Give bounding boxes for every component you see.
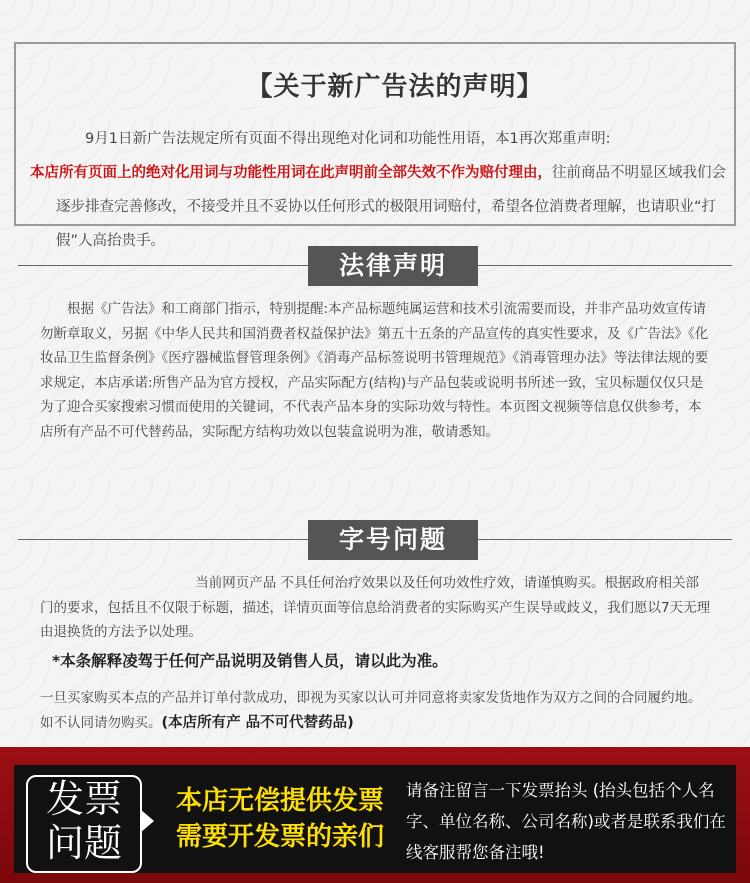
arrow-right-icon (140, 809, 154, 833)
invoice-badge (26, 775, 142, 873)
fontsize-section-header (18, 520, 732, 560)
notice-body (30, 122, 726, 258)
fontsize-text (40, 571, 712, 645)
fontsize-text-2 (40, 686, 712, 735)
notice-rest: 往前商品不明显区域我们会逐步排查完善修改，不接受并且不妥协以任何形式的极限用词赔付，希望各位消费者理解，也请职业“打假”人高抬贵手。 (56, 165, 726, 249)
invoice-badge-line-1: 发票 (45, 777, 122, 821)
legal-title: 法律声明 (308, 246, 478, 286)
fontsize-title: 字号问题 (308, 520, 478, 560)
invoice-panel (14, 765, 736, 873)
fontsize-paragraph-2-bold: (本店所有产 品不可代替药品) (161, 714, 354, 731)
invoice-promo-line-1: 本店无偿提供发票 (175, 786, 384, 816)
fontsize-paragraph: 当前网页产品 不具任何治疗效果以及任何功效性疗效，请谨慎购买。根据政府相关部门的要求，包括且不仅限于标题，描述，详情页面等信息给消费者的实际购买产生误导或歧义，我们愿以7天无理由退换货的方法予以处理。 (40, 575, 711, 640)
invoice-note: 请备注留言一下发票抬头 (抬头包括个人名字、单位名称、公司名称)或者是联系我们在线客服帮您备注哦! (406, 781, 726, 862)
ad-law-notice (14, 42, 736, 249)
invoice-promo-line-2: 需要开发票的亲们 (175, 822, 384, 852)
invoice-banner (0, 747, 750, 883)
fontsize-paragraph-2: 一旦买家购买本点的产品并订单付款成功，即视为买家以认可并同意将卖家发货地作为双方之间的合同履约地。如不认同请勿购买。 (40, 690, 702, 731)
legal-text (40, 297, 712, 444)
notice-red-statement: 本店所有页面上的绝对化用词与功能性用词在此声明前全部失效不作为赔付理由， (30, 165, 552, 181)
invoice-badge-line-2: 问题 (45, 821, 122, 865)
notice-line-1: 9月1日新广告法规定所有页面不得出现绝对化词和功能性用语，本1再次郑重声明: (85, 131, 611, 147)
legal-paragraph: 根据《广告法》和工商部门指示，特别提醒:本产品标题纯属运营和技术引流需要而设，并非产品功效宣传请勿断章取义，另据《中华人民共和国消费者权益保护法》第五十五条的产品宣传的真实性要求，及《广告法》《化妆品卫生监督条例》《医疗器械监督管理条例》《消毒产品标签说明书管理规范》《消毒管理办法》等法律法规的要求规定，本店承诺:所售产品为官方授权，产品实际配方(结构)与产品包装或说明书所述一致，宝贝标题仅仅只是为了迎合买家搜索习惯而使用的关键词，不代表产品本身的实际功效与特性。本页图文视频等信息仅供参考，本店所有产品不可代替药品，实际配方结构功效以包装盒说明为准，敬请悉知。 (40, 301, 709, 440)
notice-title: 【关于新广告法的声明】 (226, 66, 564, 106)
fontsize-bold-line: *本条解释凌驾于任何产品说明及销售人员，请以此为准。 (52, 652, 448, 670)
legal-section-header (18, 246, 732, 286)
invoice-promo (158, 783, 402, 855)
